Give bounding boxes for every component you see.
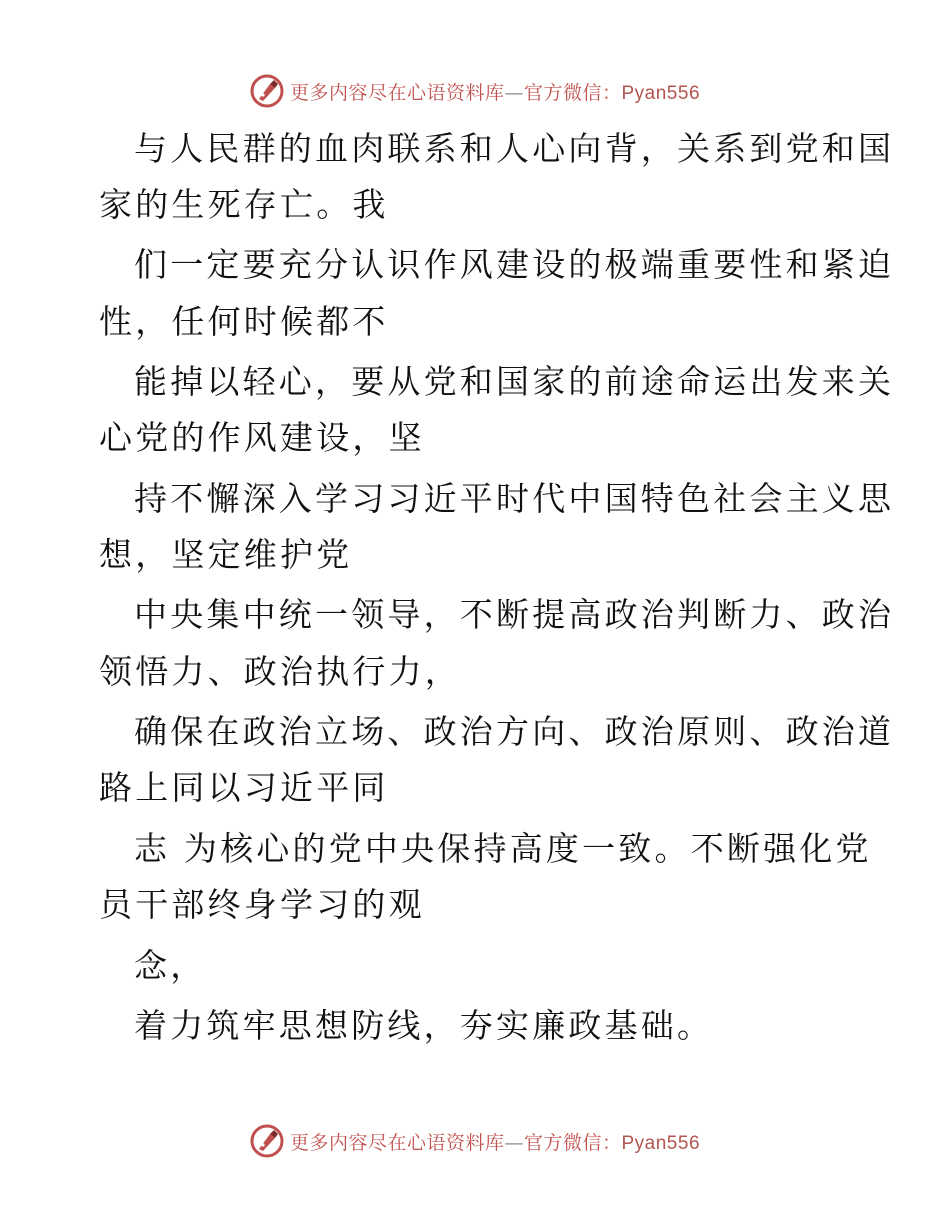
watermark-wechat-id: Pyan556: [621, 82, 701, 104]
watermark-text: [290, 1128, 700, 1155]
paragraph-2-line-1: 们一定要充分认识作风建设的极端重要性和紧迫: [134, 245, 895, 284]
paragraph-4-line-2: 想，坚定维护党: [99, 535, 353, 574]
paragraph-1-line-2: 家的生死存亡。我: [99, 185, 389, 224]
watermark-wechat-label: 官方微信：: [523, 1131, 622, 1154]
watermark-separator: —: [504, 81, 524, 104]
paragraph-6-line-2: 路上同以习近平同: [99, 768, 389, 807]
pen-nib-logo-icon: [250, 1124, 284, 1158]
paragraph-3-line-2: 心党的作风建设，坚: [99, 418, 425, 457]
paragraph-3-line-1: 能掉以轻心，要从党和国家的前途命运出发来关: [134, 362, 895, 401]
watermark-text: [290, 78, 700, 105]
paragraph-5-line-1: 中央集中统一领导，不断提高政治判断力、政治: [134, 595, 895, 634]
watermark-brand: 更多内容尽在心语资料库: [289, 1131, 505, 1154]
paragraph-9-line-1: 着力筑牢思想防线，夯实廉政基础。: [134, 1006, 714, 1045]
watermark-brand: 更多内容尽在心语资料库: [289, 81, 505, 104]
watermark-wechat-id: Pyan556: [621, 1132, 701, 1154]
paragraph-5-line-2: 领悟力、政治执行力，: [99, 652, 461, 691]
watermark-separator: —: [504, 1131, 524, 1154]
paragraph-7-line-1: 志 为核心的党中央保持高度一致。不断强化党: [134, 829, 872, 868]
paragraph-1-line-1: 与人民群的血肉联系和人心向背，关系到党和国: [134, 129, 895, 168]
paragraph-7-line-2: 员干部终身学习的观: [99, 885, 425, 924]
paragraph-6-line-1: 确保在政治立场、政治方向、政治原则、政治道: [134, 712, 895, 751]
pen-nib-logo-icon: [250, 74, 284, 108]
paragraph-4-line-1: 持不懈深入学习习近平时代中国特色社会主义思: [134, 479, 895, 518]
paragraph-8-line-1: 念，: [134, 946, 207, 985]
header-watermark: [0, 71, 950, 111]
footer-watermark: [0, 1121, 950, 1161]
watermark-wechat-label: 官方微信：: [523, 81, 622, 104]
paragraph-2-line-2: 性，任何时候都不: [99, 302, 389, 341]
